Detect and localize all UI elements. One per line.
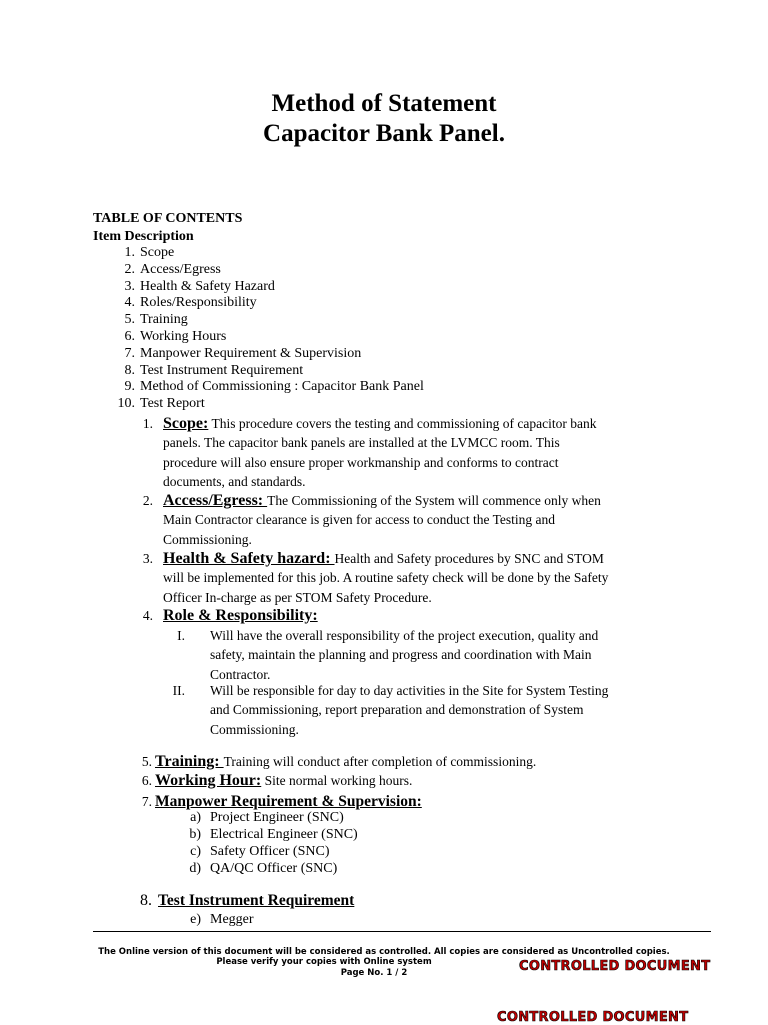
document-title-line-1: Method of Statement xyxy=(271,90,497,117)
page-number: Page No. 1 / 2 xyxy=(340,968,408,978)
section-heading-instrument: Test Instrument Requirement xyxy=(158,892,355,909)
section-heading-access: Access/Egress: xyxy=(163,492,268,509)
footer-divider xyxy=(93,931,711,932)
toc-subheading: Item Description xyxy=(93,229,194,244)
role-text: Will be responsible for day to day activities in the Site for System Testing xyxy=(210,683,609,698)
toc-item: 6. Working Hours xyxy=(124,328,227,344)
role-text: Contractor. xyxy=(210,666,271,682)
footer-notice: The Online version of this document will be considered as controlled. All copies are considered as Uncontrolled copies. xyxy=(98,947,670,957)
controlled-document-stamp: CONTROLLED DOCUMENT xyxy=(497,1010,689,1025)
toc-item: 8. Test Instrument Requirement xyxy=(124,362,304,378)
section-text: panels. The capacitor bank panels are installed at the LVMCC room. This xyxy=(163,435,560,451)
section-text: This procedure covers the testing and commissioning of capacitor bank xyxy=(208,416,597,431)
role-text: Will have the overall responsibility of the project execution, quality and xyxy=(210,628,599,643)
toc-item: 5. Training xyxy=(124,312,188,328)
section-text: Health and Safety procedures by SNC and STOM xyxy=(334,551,604,566)
section-number: 2. xyxy=(142,493,153,508)
toc-item: 3. Health & Safety Hazard xyxy=(124,278,275,294)
section-text: will be implemented for this job. A routine safety check will be done by the Safety xyxy=(163,570,609,586)
section-text: Main Contractor clearance is given for access to conduct the Testing and xyxy=(163,512,556,528)
toc-item: 4. Roles/Responsibility xyxy=(124,295,257,311)
role-text: safety, maintain the planning and progress and coordination with Main xyxy=(210,647,592,663)
section-text: documents, and standards. xyxy=(163,473,306,489)
section-text: Officer In-charge as per STOM Safety Procedure. xyxy=(163,589,432,605)
section-number: 4. xyxy=(142,608,153,623)
controlled-document-stamp: CONTROLLED DOCUMENT xyxy=(519,959,711,974)
section-number: 5. xyxy=(141,754,152,769)
section-heading-scope: Scope: xyxy=(163,415,209,432)
section-heading-training: Training: xyxy=(155,753,224,770)
section-number: 7. xyxy=(141,794,152,809)
toc-item: 2. Access/Egress xyxy=(124,261,221,277)
section-text: Training will conduct after completion of commissioning. xyxy=(223,754,537,769)
roman-number: II. xyxy=(172,683,185,698)
footer-verify-notice: Please verify your copies with Online system xyxy=(216,957,432,967)
toc-list xyxy=(93,245,424,413)
section-number: 1. xyxy=(142,416,153,431)
section-heading-health: Health & Safety hazard: xyxy=(163,550,335,567)
section-text: Commissioning. xyxy=(163,531,252,547)
toc-item: 9. Method of Commissioning : Capacitor Bank Panel xyxy=(124,379,424,395)
toc-item: 7. Manpower Requirement & Supervision xyxy=(124,345,362,361)
section-text: The Commissioning of the System will commence only when xyxy=(267,493,601,508)
role-text: and Commissioning, report preparation and demonstration of System xyxy=(210,702,584,718)
section-number: 8. xyxy=(140,892,152,909)
section-number: 6. xyxy=(141,773,152,788)
section-text: Site normal working hours. xyxy=(261,773,413,788)
toc-heading: TABLE OF CONTENTS xyxy=(93,211,243,226)
role-text: Commissioning. xyxy=(210,721,299,737)
section-text: procedure will also ensure proper workmanship and conforms to contract xyxy=(163,454,559,470)
section-heading-manpower: Manpower Requirement & Supervision: xyxy=(155,793,422,810)
toc-item: 1. Scope xyxy=(124,245,175,260)
document-title-line-2: Capacitor Bank Panel. xyxy=(263,120,505,147)
section-heading-working: Working Hour: xyxy=(155,772,262,789)
toc-item: 10. Test Report xyxy=(117,396,205,412)
section-heading-role: Role & Responsibility: xyxy=(163,607,318,624)
roman-number: I. xyxy=(177,628,185,643)
section-number: 3. xyxy=(142,551,153,566)
